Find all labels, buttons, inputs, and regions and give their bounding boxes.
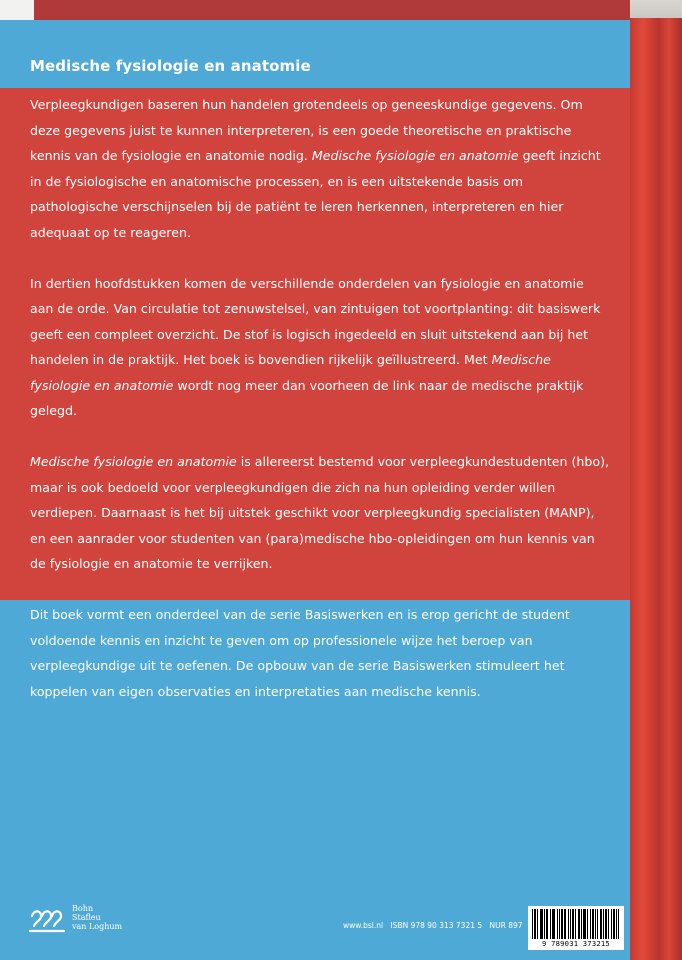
book-title-italic: Medische fysiologie en anatomie (30, 454, 237, 469)
blurb-paragraph-4: Dit boek vormt een onderdeel van de serie Basiswerken en is erop gericht de student voldoende kennis en inzicht te geven om op professionele wijze het beroep van verpleegkundige uit te oefenen. De opbouw van de serie Basiswerken stimuleert het koppelen van eigen observaties en interpretaties aan medische kennis. (30, 607, 570, 699)
footer-info (343, 921, 528, 931)
blurb-paragraph-2: In dertien hoofdstukken komen de verschillende onderdelen van fysiologie en anatomie aan de orde. Van circulatie tot zenuwstelsel, van zintuigen tot voortplanting: dit basiswerk geeft een compleet overzicht. De stof is logisch ingedeeld en sluit uitstekend aan bij het handelen in de praktijk. Het boek is bovendien rijkelijk geïllustreerd. Met Medische fysiologie en anatomie wordt nog meer dan voorheen de link naar de medische praktijk gelegd. (30, 275, 601, 418)
book-title-italic: Medische fysiologie en anatomie (311, 148, 519, 163)
isbn-number: ISBN 978 90 313 7321 5 (390, 921, 483, 930)
book-title-italic: Medische fysiologie en anatomie (30, 352, 551, 393)
cover-title: Medische fysiologie en anatomie (30, 57, 311, 75)
publisher-logo (28, 902, 148, 942)
nur-code: NUR 897 (489, 921, 523, 930)
publisher-name: Bohn Stafleu van Loghum (72, 904, 123, 931)
blurb-paragraph-3: Medische fysiologie en anatomie is allereerst bestemd voor verpleegkundestudenten (hbo), maar is ook bedoeld voor verpleegkundigen die zich na hun opleiding verder willen verdiepen. Daarnaast is het bij uitstek geschikt voor verpleegkundig specialisten (MANP), en een aanrader voor studenten van (para)medische hbo-opleidingen om hun kennis van de fysiologie en anatomie te verrijken. (30, 454, 609, 571)
barcode-bars (532, 909, 620, 939)
bsl-logo-icon (28, 906, 66, 936)
cover-top-strip (34, 0, 630, 20)
isbn-barcode (528, 906, 624, 950)
blurb-paragraph-1: Verpleegkundigen baseren hun handelen grotendeels op geneeskundige gegevens. Om deze gegevens juist te kunnen interpreteren, is een goede theoretische en praktische kennis van de fysiologie en anatomie nodig. Medische fysiologie en anatomie geeft inzicht in de fysiologische en anatomische processen, en is een uitstekende basis om pathologische verschijnselen bij de patiënt te leren herkennen, interpreteren en hier adequaat op te reageren. (30, 97, 601, 240)
publisher-website: www.bsl.nl (343, 921, 384, 930)
barcode-digits: 9 789031 373215 (542, 939, 610, 948)
blurb-text (30, 92, 610, 730)
book-spine (630, 18, 682, 960)
